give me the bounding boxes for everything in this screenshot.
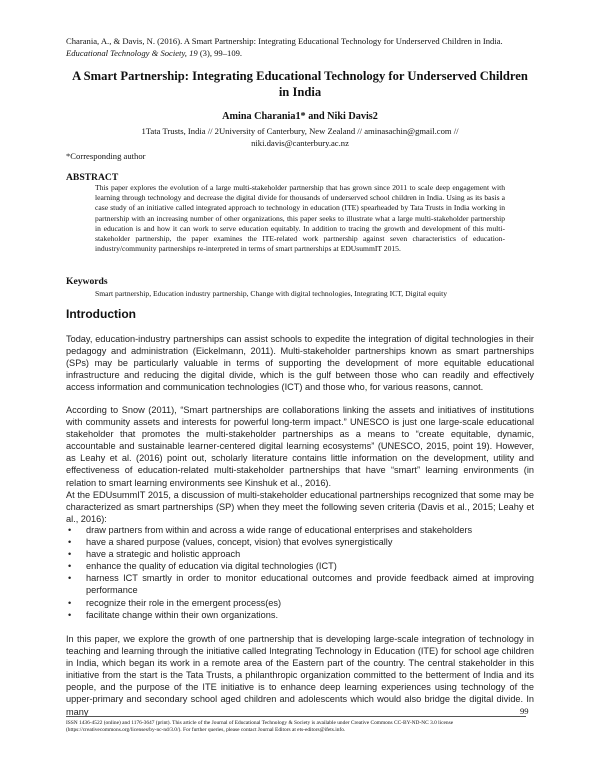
list-item: • enhance the quality of education via digital technologies (ICT) bbox=[68, 561, 337, 572]
bullet-icon: • bbox=[68, 549, 72, 560]
list-item: • recognize their role in the emergent process(es) bbox=[68, 597, 282, 608]
paper-title: A Smart Partnership: Integrating Educational Technology for Underserved Children in India bbox=[72, 69, 528, 99]
keywords-text: Smart partnership, Education industry partnership, Change with digital technologies, Integrating ICT, Digital equity bbox=[95, 289, 448, 298]
footer-license: ISSN 1436-4522 (online) and 1176-3647 (print). This article of the Journal of Educational Technology & Society is available under Creative Commons CC-BY-ND-NC 3.0 license (https://creativecommons.org/licenses/by-nc-nd/3.0/). For further queries, please contact Journal Editors at ets-editors@ifets.info. bbox=[66, 716, 526, 735]
bullet-icon: • bbox=[68, 597, 72, 608]
citation-volume: (3), 99–109. bbox=[197, 47, 243, 58]
author-affiliations: 1Tata Trusts, India // 2University of Canterbury, New Zealand // aminasachin@gmail.com // niki.davis@canterbury.ac.nz bbox=[141, 126, 459, 148]
keywords-heading: Keywords bbox=[66, 276, 108, 287]
criteria-list bbox=[66, 524, 534, 621]
bullet-icon: • bbox=[68, 525, 72, 535]
list-item: • harness ICT smartly in order to monitor educational outcomes and provide feedback aimed at improving performance bbox=[68, 573, 534, 596]
list-item: • draw partners from within and across a wide range of educational enterprises and stakeholders bbox=[68, 525, 473, 535]
intro-paragraph-2: According to Snow (2011), “Smart partnerships are collaborations linking the assets and initiatives of institutions with community assets and interests for powerful long-term impact.” UNESCO is just one large-scale educational stakeholder that promotes the multi-stakeholder partnerships as a means to “create equitable, dynamic, accountable and sustainable learner-centered digital learning ecosystems” (UNESCO, 2015, point 19). However, as Leahy et al. (2016) point out, scholarly literature contains little information on the development, utility and effectiveness of education-related multi-stakeholder partnerships that have “smart” learning environments (in relation to smart learning environments see Kinshuk et al., 2016). bbox=[66, 405, 534, 488]
citation-header bbox=[66, 36, 536, 59]
bullet-icon: • bbox=[68, 561, 72, 572]
list-item: • have a shared purpose (values, concept, vision) that evolves synergistically bbox=[68, 537, 393, 548]
citation-line: Charania, A., & Davis, N. (2016). A Smart Partnership: Integrating Educational Technology for Underserved Children in India. bbox=[66, 36, 503, 46]
bullet-icon: • bbox=[68, 573, 72, 584]
intro-paragraph-4: In this paper, we explore the growth of one partnership that is developing large-scale integration of technology in teaching and learning through the initiative called Integrating Technology in Education (ITE) for school age children in India, which began its work in a remote area of the Eastern part of the country. The central stakeholder in this initiative from the start is the Tata Trusts, a philanthropic organization committed to the betterment of India and its people, and the purpose of the ITE initiative is to enhance deep learning experiences using technology of the upper-primary and secondary school aged children and adolescents which would also bridge the digital divide. In many bbox=[66, 634, 534, 717]
paper-authors: Amina Charania1* and Niki Davis2 bbox=[222, 111, 378, 122]
citation-journal: Educational Technology & Society, 19 bbox=[66, 47, 198, 58]
list-item: • facilitate change within their own organizations. bbox=[68, 609, 279, 620]
abstract-heading: ABSTRACT bbox=[66, 172, 119, 183]
corresponding-note: *Corresponding author bbox=[66, 151, 146, 161]
list-item: • have a strategic and holistic approach bbox=[68, 549, 241, 560]
bullet-icon: • bbox=[68, 537, 72, 548]
bullet-icon: • bbox=[68, 609, 72, 620]
abstract-text: This paper explores the evolution of a large multi-stakeholder partnership that has grown since 2011 to scale deep engagement with learning through technology and decrease the digital divide for thousands of underserved school children in India. Using as its basis a case study of an initiative called integrated approach to technology in education (ITE) spearheaded by Tata Trusts in India working in partnership with an increasing number of other organizations, this paper seeks to illustrate what a large multi-stakeholder partnership in education is and how it can work to serve education equitably. In addition to tracing the growth and development of this multi-stakeholder partnership, the paper examines the ITE-related work partnership against seven characteristics of education-industry/community partnerships re-interpreted in terms of smart partnerships at EDUsummIT 2015. bbox=[95, 183, 505, 254]
introduction-heading: Introduction bbox=[66, 307, 136, 321]
intro-paragraph-1: Today, education-industry partnerships can assist schools to expedite the integration of digital technologies in their pedagogy and administration (Eickelmann, 2011). Multi-stakeholder partnerships known as smart partnerships (SPs) may be particularly valuable in terms of supporting the development of more equitable educational infrastructure and reducing the digital divide, which is the gulf between those who can readily and effectively access information and communication technologies (ICT) and those who, for various reasons, cannot. bbox=[66, 334, 534, 393]
intro-paragraph-3: At the EDUsummIT 2015, a discussion of multi-stakeholder educational partnerships recognized that some may be characterized as smart partnerships (SP) when they meet the following seven criteria (Davis et al., 2015; Leahy et al., 2016): bbox=[66, 490, 534, 525]
page-number: 99 bbox=[520, 706, 529, 716]
